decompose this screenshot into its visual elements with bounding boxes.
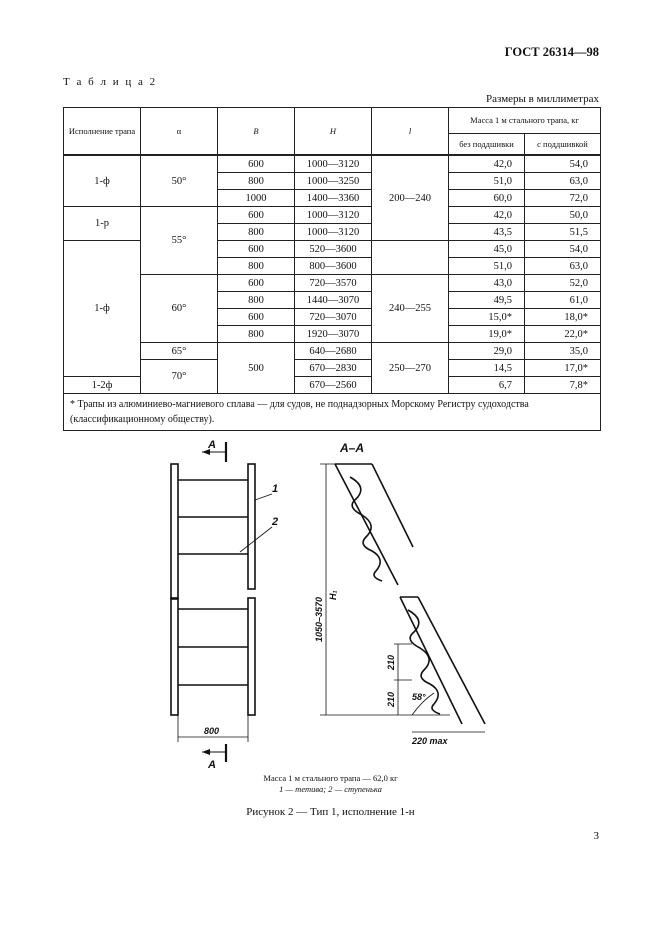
- cell-mass-2: 7,8*: [525, 377, 601, 394]
- table-row: [64, 360, 601, 377]
- table-title: Т а б л и ц а 2: [63, 76, 158, 88]
- ladder-drawing: [150, 432, 510, 772]
- cell-b: 600: [218, 241, 295, 258]
- cell-version: 1-ф: [64, 155, 141, 207]
- cell-mass-2: 54,0: [525, 241, 601, 258]
- cell-mass-1: 51,0: [449, 258, 525, 275]
- cell-h: 670—2830: [295, 360, 372, 377]
- cell-h: 1000—3120: [295, 207, 372, 224]
- width-dim-label: 800: [204, 726, 220, 736]
- cell-mass-1: 43,0: [449, 275, 525, 292]
- step-dim-label-2: 210: [386, 691, 396, 707]
- cell-alpha: 65°: [141, 343, 218, 360]
- cell-h: 1000—3120: [295, 155, 372, 173]
- col-header-l: l: [372, 108, 449, 156]
- cell-l-empty: [372, 241, 449, 275]
- cell-b: 800: [218, 326, 295, 343]
- cell-b: 500: [218, 343, 295, 394]
- section-arrowhead: [202, 749, 210, 755]
- cell-mass-1: 45,0: [449, 241, 525, 258]
- figure-title: Рисунок 2 — Тип 1, исполнение 1-н: [246, 806, 415, 818]
- cell-mass-1: 42,0: [449, 155, 525, 173]
- section-label-top: А: [208, 439, 216, 451]
- callout-leader-1: [255, 494, 272, 500]
- height-symbol: H₁: [328, 590, 338, 600]
- callout-leader-2: [240, 527, 272, 552]
- section-outline: [372, 464, 413, 547]
- cell-mass-2: 54,0: [525, 155, 601, 173]
- section-title: А–А: [340, 441, 365, 455]
- cell-mass-1: 49,5: [449, 292, 525, 309]
- table-row: [64, 275, 601, 292]
- left-stringer-upper: [171, 464, 178, 599]
- cell-h: 1920—3070: [295, 326, 372, 343]
- section-outline: [418, 597, 485, 724]
- table-footnote: * Трапы из алюминиево-магниевого сплава — для судов, не поднадзорных Морскому Регистру судоходства (классификационному обществу).: [64, 394, 601, 431]
- cell-h: 720—3570: [295, 275, 372, 292]
- cell-mass-1: 42,0: [449, 207, 525, 224]
- table-row: [64, 155, 601, 173]
- cell-mass-2: 63,0: [525, 258, 601, 275]
- cell-b: 600: [218, 155, 295, 173]
- cell-version: 1-2ф: [64, 377, 141, 394]
- cell-version: 1-р: [64, 207, 141, 241]
- cell-h: 1400—3360: [295, 190, 372, 207]
- step-dim-label-1: 210: [386, 654, 396, 670]
- document-code: ГОСТ 26314—98: [504, 45, 599, 59]
- cell-b: 800: [218, 258, 295, 275]
- col-header-mass-rail: с поддшивкой: [525, 134, 601, 156]
- cell-alpha: 70°: [141, 360, 218, 394]
- cell-mass-2: 17,0*: [525, 360, 601, 377]
- cell-mass-1: 14,5: [449, 360, 525, 377]
- cell-mass-2: 18,0*: [525, 309, 601, 326]
- cell-alpha: 50°: [141, 155, 218, 207]
- depth-dim-label: 220 max: [412, 736, 448, 746]
- table-row: [64, 207, 601, 224]
- height-dim-label: 1050–3570: [314, 596, 324, 642]
- cell-h: 520—3600: [295, 241, 372, 258]
- col-header-b: B: [218, 108, 295, 156]
- cell-version: 1-ф: [64, 241, 141, 377]
- cell-alpha: 60°: [141, 275, 218, 343]
- cell-h: 640—2680: [295, 343, 372, 360]
- cell-h: 1000—3250: [295, 173, 372, 190]
- cell-h: 1440—3070: [295, 292, 372, 309]
- col-header-h: H: [295, 108, 372, 156]
- cell-mass-1: 6,7: [449, 377, 525, 394]
- cell-alpha: 55°: [141, 207, 218, 275]
- table-units: Размеры в миллиметрах: [486, 93, 599, 105]
- cell-b: 1000: [218, 190, 295, 207]
- page-number: 3: [593, 830, 599, 842]
- cell-mass-2: 50,0: [525, 207, 601, 224]
- cell-mass-2: 63,0: [525, 173, 601, 190]
- cell-b: 600: [218, 275, 295, 292]
- right-stringer-upper: [248, 464, 255, 589]
- side-section-view: [320, 464, 485, 732]
- cell-b: 800: [218, 173, 295, 190]
- callout-2: 2: [272, 516, 279, 528]
- col-header-mass: Масса 1 м стального трапа, кг: [449, 108, 601, 134]
- cell-b: 600: [218, 207, 295, 224]
- cell-b: 800: [218, 292, 295, 309]
- cell-h: 720—3070: [295, 309, 372, 326]
- col-header-mass-no-rail: без поддшивки: [449, 134, 525, 156]
- cell-b: 600: [218, 309, 295, 326]
- cell-h: 670—2560: [295, 377, 372, 394]
- callout-1: 1: [272, 483, 279, 495]
- table-row: [64, 343, 601, 360]
- cell-mass-1: 60,0: [449, 190, 525, 207]
- col-header-alpha: α: [141, 108, 218, 156]
- ladder-spec-table: [63, 107, 601, 431]
- cell-b: 800: [218, 224, 295, 241]
- cell-l: 240—255: [372, 275, 449, 343]
- cell-h: 1000—3120: [295, 224, 372, 241]
- figure-caption-legend: 1 — тетива; 2 — ступенька: [279, 784, 382, 794]
- cell-mass-2: 61,0: [525, 292, 601, 309]
- cell-mass-1: 51,0: [449, 173, 525, 190]
- cell-mass-2: 72,0: [525, 190, 601, 207]
- cell-l: 250—270: [372, 343, 449, 394]
- section-outline: [400, 597, 462, 724]
- section-outline: [335, 464, 398, 585]
- figure-caption-mass: Масса 1 м стального трапа — 62,0 кг: [263, 773, 398, 783]
- right-stringer-lower: [248, 598, 255, 715]
- cell-l: 200—240: [372, 155, 449, 241]
- col-header-version: Исполнение трапа: [64, 108, 141, 156]
- cell-h: 800—3600: [295, 258, 372, 275]
- cell-mass-1: 19,0*: [449, 326, 525, 343]
- cell-mass-2: 35,0: [525, 343, 601, 360]
- cell-mass-2: 52,0: [525, 275, 601, 292]
- table-footnote-row: [64, 394, 601, 431]
- left-stringer-lower: [171, 598, 178, 715]
- cell-mass-1: 15,0*: [449, 309, 525, 326]
- cell-mass-1: 29,0: [449, 343, 525, 360]
- front-view: [171, 442, 272, 762]
- step-profile: [350, 477, 382, 581]
- angle-label: 58°: [412, 692, 426, 702]
- cell-mass-2: 22,0*: [525, 326, 601, 343]
- cell-mass-2: 51,5: [525, 224, 601, 241]
- section-label-bottom: А: [208, 759, 216, 771]
- cell-mass-1: 43,5: [449, 224, 525, 241]
